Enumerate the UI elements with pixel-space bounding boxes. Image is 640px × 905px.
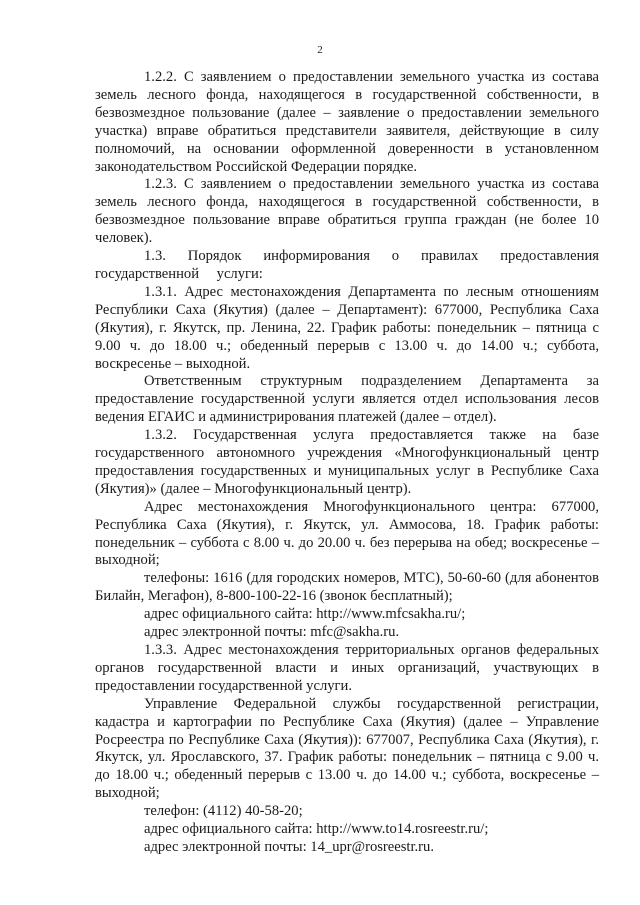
document-body bbox=[95, 69, 599, 857]
page-number: 2 bbox=[317, 44, 323, 56]
paragraph-mfc-email: адрес электронной почты: mfc@sakha.ru. bbox=[144, 624, 400, 641]
paragraph-responsible-unit: Ответственным структурным подразделением Департамента за предоставление государственной услуги является отдел использования лесов ведения ЕГАИС и администрирования платежей (далее – отдел). bbox=[95, 373, 599, 426]
paragraph-1-3: 1.3. Порядок информирования о правилах предоставления государственной услуги: bbox=[95, 248, 599, 282]
paragraph-rosreestr-website: адрес официального сайта: http://www.to14.rosreestr.ru/; bbox=[144, 821, 489, 838]
paragraph-rosreestr-phone: телефон: (4112) 40-58-20; bbox=[144, 803, 303, 820]
paragraph-mfc-address: Адрес местонахождения Многофункционального центра: 677000, Республика Саха (Якутия), г. Якутск, ул. Аммосова, 18. График работы: понедельник – суббота с 8.00 ч. до 20.00 ч. без перерыва на обед; воскресенье – выходной; bbox=[95, 498, 599, 569]
paragraph-rosreestr-address: Управление Федеральной службы государственной регистрации, кадастра и картографии по Республике Саха (Якутия) (далее – Управление Росреестра по Республике Саха (Якутия)): 677007, Республика Саха (Якутия), г. Якутск, ул. Ярославского, 37. График работы: понедельник – пятница с 9.00 ч. до 18.00 ч.; обеденный перерыв с 13.00 ч. до 14.00 ч.; суббота, воскресенье – выходной; bbox=[95, 695, 599, 802]
paragraph-1-2-2: 1.2.2. С заявлением о предоставлении земельного участка из состава земель лесного фонда, находящегося в государственной собственности, в безвозмездное пользование (далее – заявление о предоставлении земельного участка) вправе обратиться представители заявителя, действующие в силу полномочий, на основании оформленной доверенности в установленном законодательством Российской Федерации порядке. bbox=[95, 69, 599, 175]
paragraph-mfc-phones: телефоны: 1616 (для городских номеров, МТС), 50-60-60 (для абонентов Билайн, Мегафон), 8-800-100-22-16 (звонок бесплатный); bbox=[95, 570, 599, 605]
paragraph-rosreestr-email: адрес электронной почты: 14_upr@rosreestr.ru. bbox=[144, 838, 434, 855]
paragraph-1-3-2: 1.3.2. Государственная услуга предоставляется также на базе государственного автономного учреждения «Многофункциональный центр предоставления государственных и муниципальных услуг в Республике Саха (Якутия)» (далее – Многофункциональный центр). bbox=[95, 427, 599, 497]
paragraph-1-3-3: 1.3.3. Адрес местонахождения территориальных органов федеральных органов государственной власти и иных организаций, участвующих в предоставлении государственной услуги. bbox=[95, 642, 599, 694]
paragraph-1-3-1: 1.3.1. Адрес местонахождения Департамента по лесным отношениям Республики Саха (Якутия) (далее – Департамент): 677000, Республика Саха (Якутия), г. Якутск, пр. Ленина, 22. График работы: понедельник – пятница с 9.00 ч. до 18.00 ч.; обеденный перерыв с 13.00 ч. до 14.00 ч.; суббота, воскресенье – выходной. bbox=[95, 283, 599, 372]
paragraph-mfc-website: адрес официального сайта: http://www.mfcsakha.ru/; bbox=[144, 606, 466, 623]
paragraph-1-2-3: 1.2.3. С заявлением о предоставлении земельного участка из состава земель лесного фонда, находящегося в государственной собственности, в безвозмездное пользование вправе обратиться группа граждан (не более 10 человек). bbox=[95, 176, 599, 247]
